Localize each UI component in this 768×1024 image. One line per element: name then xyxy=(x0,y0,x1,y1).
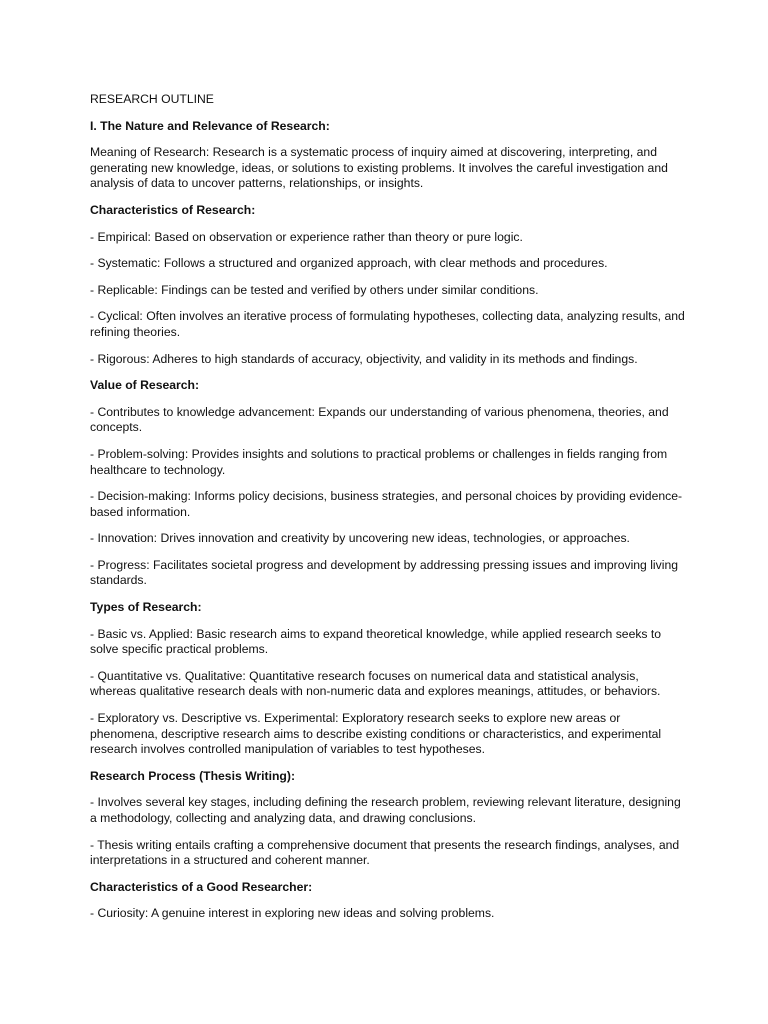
characteristics-item: - Cyclical: Often involves an iterative process of formulating hypotheses, collecting data, analyzing results, and refining theories. xyxy=(90,309,685,339)
process-item: - Thesis writing entails crafting a comprehensive document that presents the research findings, analyses, and interpretations in a structured and coherent manner. xyxy=(90,837,680,868)
value-item: - Progress: Facilitates societal progress and development by addressing pressing issues and improving living standards. xyxy=(90,557,678,588)
process-item: - Involves several key stages, including defining the research problem, reviewing relevant literature, designing a methodology, collecting and analyzing data, and drawing conclusions. xyxy=(90,795,681,825)
types-item: - Exploratory vs. Descriptive vs. Experimental: Exploratory research seeks to explore new areas or phenomena, descriptive research aims to describe existing conditions or characteristics, and experimental research involves controlled manipulation of variables to test hypotheses. xyxy=(90,711,662,757)
characteristics-item: - Replicable: Findings can be tested and verified by others under similar conditions. xyxy=(90,282,539,297)
value-item: - Innovation: Drives innovation and creativity by uncovering new ideas, technologies, or approaches. xyxy=(90,531,630,546)
value-item: - Problem-solving: Provides insights and solutions to practical problems or challenges in fields ranging from healthcare to technology. xyxy=(90,446,668,477)
value-item: - Decision-making: Informs policy decisions, business strategies, and personal choices by providing evidence-based information. xyxy=(90,489,683,519)
document-page xyxy=(90,92,686,933)
characteristics-item: - Systematic: Follows a structured and organized approach, with clear methods and procedures. xyxy=(90,256,608,271)
value-heading: Value of Research: xyxy=(90,378,200,393)
researcher-heading: Characteristics of a Good Researcher: xyxy=(90,879,313,894)
types-heading: Types of Research: xyxy=(90,600,202,615)
value-item: - Contributes to knowledge advancement: Expands our understanding of various phenomena, theories, and concepts. xyxy=(90,404,669,435)
researcher-item: - Curiosity: A genuine interest in exploring new ideas and solving problems. xyxy=(90,906,495,921)
characteristics-heading: Characteristics of Research: xyxy=(90,202,256,217)
section-heading-nature: I. The Nature and Relevance of Research: xyxy=(90,118,330,133)
meaning-paragraph: Meaning of Research: Research is a systematic process of inquiry aimed at discovering, interpreting, and generating new knowledge, ideas, or solutions to existing problems. It involves the careful investigation and analysis of data to uncover patterns, relationships, or insights. xyxy=(90,145,668,191)
characteristics-item: - Rigorous: Adheres to high standards of accuracy, objectivity, and validity in its methods and findings. xyxy=(90,351,638,366)
types-item: - Basic vs. Applied: Basic research aims to expand theoretical knowledge, while applied research seeks to solve specific practical problems. xyxy=(90,626,662,657)
process-heading: Research Process (Thesis Writing): xyxy=(90,768,295,783)
characteristics-item: - Empirical: Based on observation or experience rather than theory or pure logic. xyxy=(90,229,523,244)
types-item: - Quantitative vs. Qualitative: Quantitative research focuses on numerical data and statistical analysis, whereas qualitative research deals with non-numeric data and explores meanings, attitudes, or behaviors. xyxy=(90,668,661,699)
document-title: RESEARCH OUTLINE xyxy=(90,92,214,106)
